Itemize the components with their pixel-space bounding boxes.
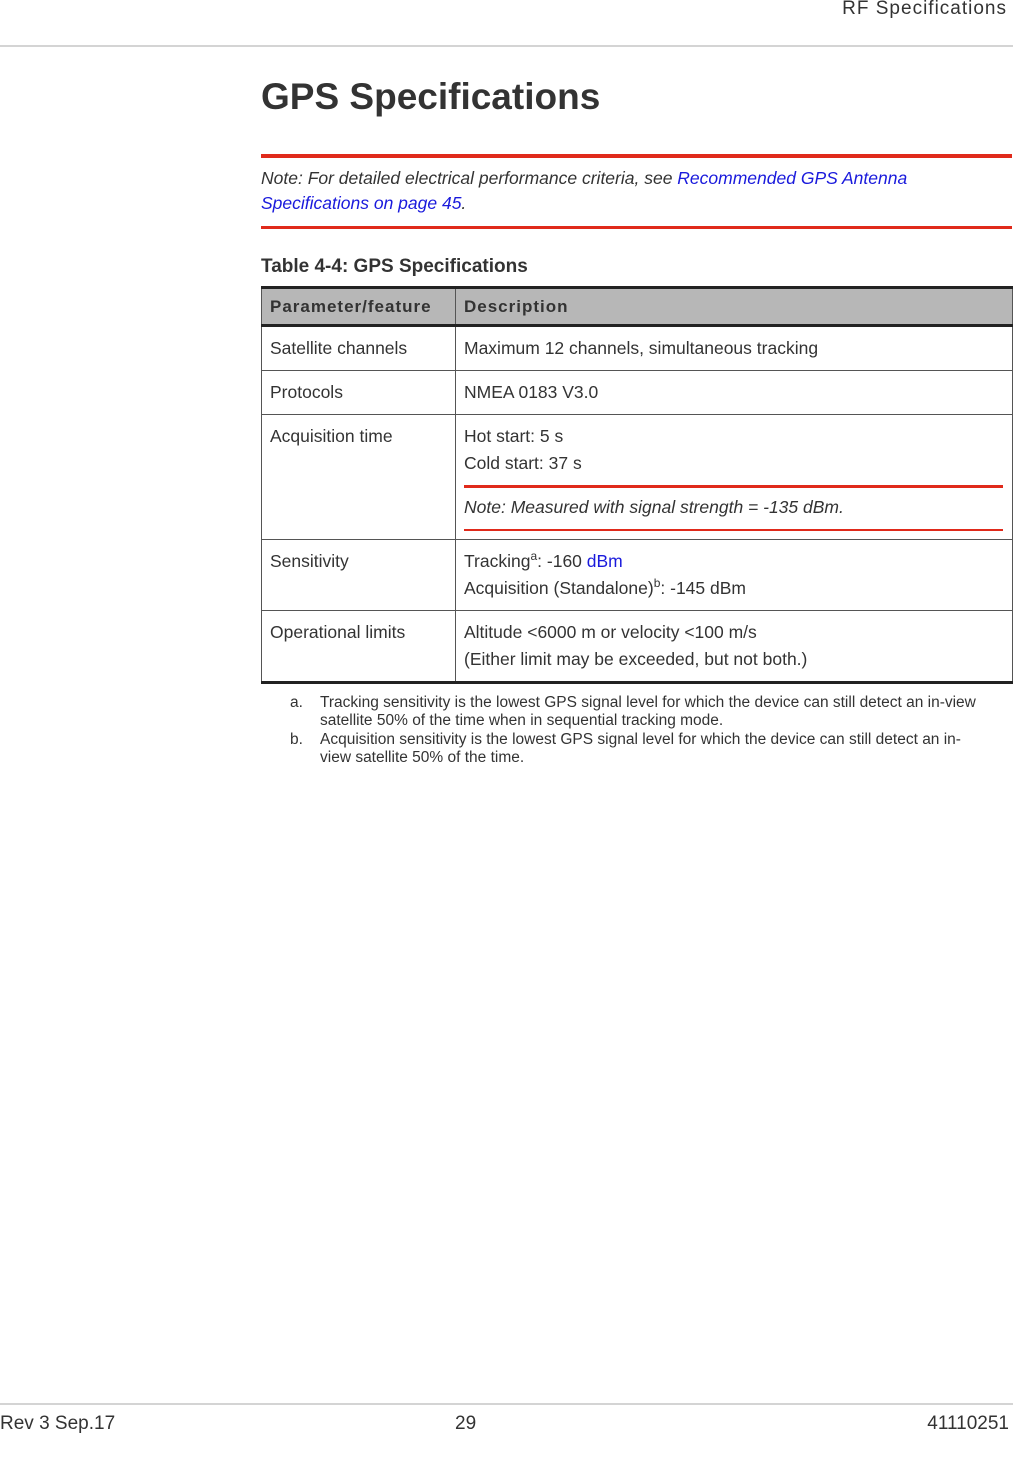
header-divider bbox=[0, 45, 1013, 47]
footnote-mark: a. bbox=[290, 694, 303, 711]
table-row bbox=[262, 611, 1013, 683]
footer-revision: Rev 3 Sep.17 bbox=[0, 1413, 116, 1434]
note-text: Note: For detailed electrical performance criteria, see bbox=[261, 168, 678, 188]
param-cell: Protocols bbox=[262, 371, 456, 415]
running-header: RF Specifications bbox=[842, 0, 1007, 19]
footnote-ref-b[interactable]: b bbox=[653, 576, 661, 591]
table-header-row bbox=[262, 288, 1013, 326]
footnote-text: Acquisition sensitivity is the lowest GPS signal level for which the device can still detect an in-view satellite 50% of the time. bbox=[320, 731, 961, 766]
description-cell bbox=[456, 415, 1013, 540]
tracking-value: : -160 bbox=[537, 551, 587, 571]
table-row bbox=[262, 326, 1013, 371]
param-cell: Sensitivity bbox=[262, 540, 456, 611]
footer-document-number: 41110251 bbox=[927, 1413, 1009, 1434]
footnote-ref-a[interactable]: a bbox=[530, 549, 538, 564]
footnote-text: Tracking sensitivity is the lowest GPS signal level for which the device can still detect an in-view satellite 50% of the time when in sequential tracking mode. bbox=[320, 694, 976, 729]
description-cell bbox=[456, 611, 1013, 683]
acquisition-sensitivity bbox=[464, 575, 1005, 602]
param-cell: Satellite channels bbox=[262, 326, 456, 371]
table-caption: Table 4-4: GPS Specifications bbox=[261, 256, 528, 277]
limits-line-1: Altitude <6000 m or velocity <100 m/s bbox=[464, 622, 757, 642]
footer-page-number: 29 bbox=[455, 1413, 477, 1434]
param-cell: Operational limits bbox=[262, 611, 456, 683]
note-reference-link[interactable]: Recommended GPS Antenna Specifications on page 45 bbox=[261, 168, 908, 213]
table-row bbox=[262, 540, 1013, 611]
page-title: GPS Specifications bbox=[261, 76, 601, 117]
tracking-label: Tracking bbox=[464, 551, 531, 571]
note-suffix: . bbox=[461, 193, 467, 213]
description-cell bbox=[456, 540, 1013, 611]
description-cell: Maximum 12 channels, simultaneous tracking bbox=[456, 326, 1013, 371]
table-row bbox=[262, 415, 1013, 540]
acquisition-label: Acquisition (Standalone) bbox=[464, 578, 654, 598]
footnote-a bbox=[290, 694, 990, 730]
param-cell: Acquisition time bbox=[262, 415, 456, 540]
column-header-description: Description bbox=[456, 288, 1013, 326]
footnote-mark: b. bbox=[290, 731, 303, 748]
signal-strength-note: Note: Measured with signal strength = -135 dBm. bbox=[464, 485, 1003, 531]
acquisition-value: : -145 dBm bbox=[660, 578, 746, 598]
table-footnotes bbox=[290, 694, 990, 768]
note-callout bbox=[261, 154, 1012, 229]
dbm-unit-link[interactable]: dBm bbox=[586, 551, 623, 571]
tracking-sensitivity bbox=[464, 548, 1005, 575]
hot-start-value: Hot start: 5 s bbox=[464, 426, 564, 446]
cold-start-value: Cold start: 37 s bbox=[464, 453, 582, 473]
footnote-b bbox=[290, 731, 990, 767]
description-cell: NMEA 0183 V3.0 bbox=[456, 371, 1013, 415]
limits-line-2: (Either limit may be exceeded, but not both.) bbox=[464, 649, 808, 669]
gps-specifications-table bbox=[261, 286, 1013, 684]
column-header-parameter: Parameter/feature bbox=[262, 288, 456, 326]
table-row bbox=[262, 371, 1013, 415]
footer-divider bbox=[0, 1403, 1013, 1405]
